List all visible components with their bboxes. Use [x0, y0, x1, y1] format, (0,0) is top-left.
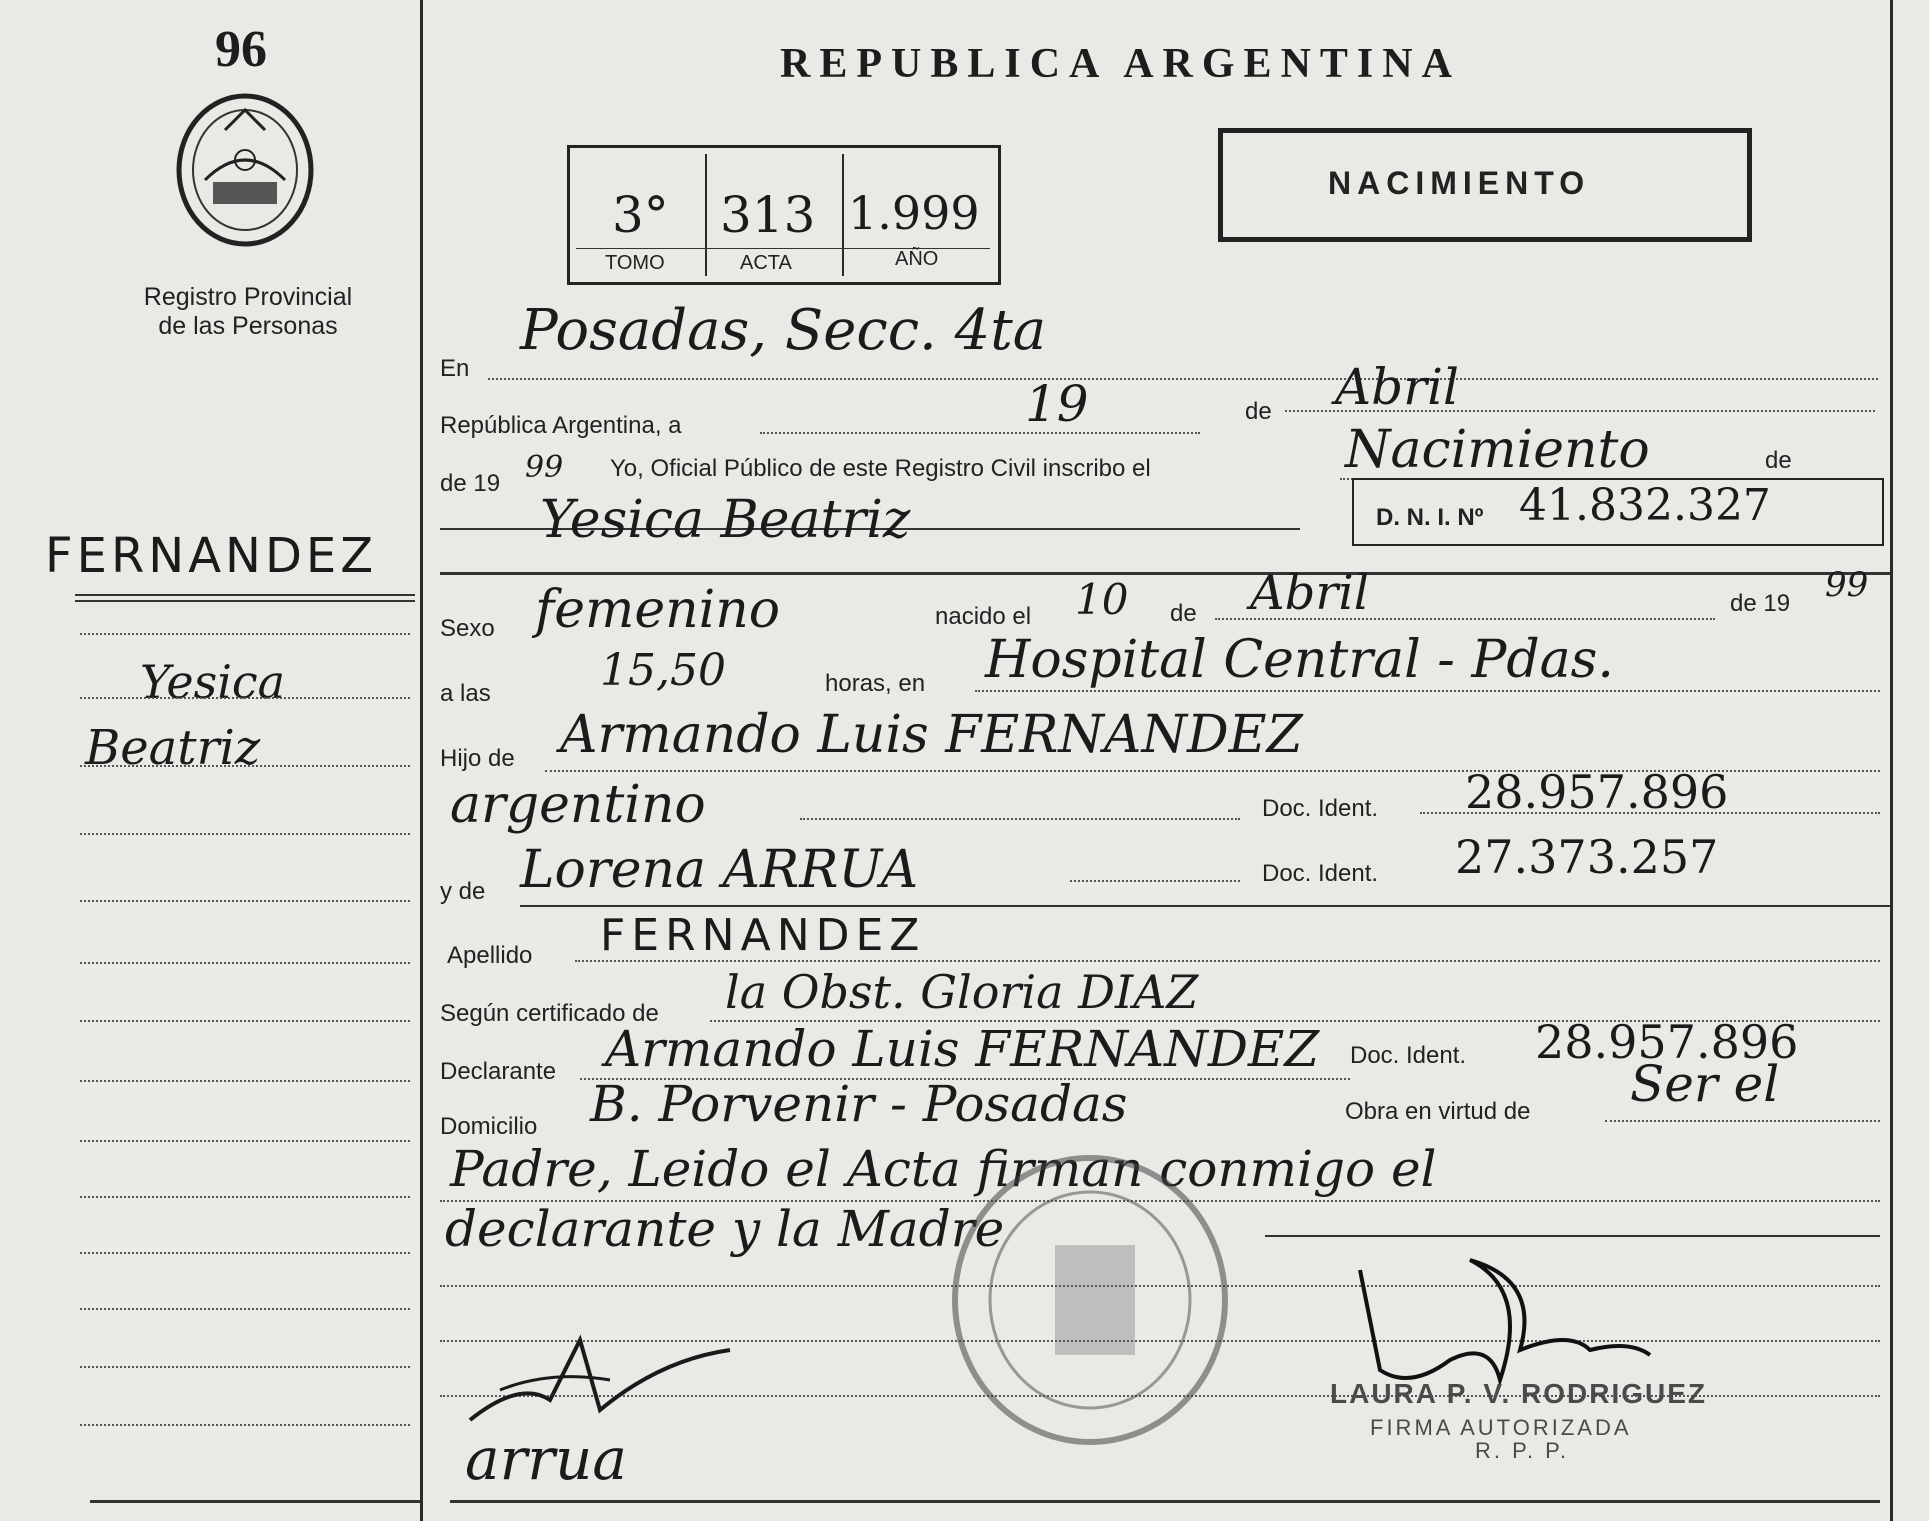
apellido-label: Apellido — [447, 942, 533, 969]
inscription-type: Nacimiento — [1345, 420, 1650, 480]
birth-place: Hospital Central - Pdas. — [985, 630, 1614, 690]
anio-value: 1.999 — [848, 186, 980, 240]
page-number: 96 — [215, 21, 267, 78]
officer-name: LAURA P. V. RODRIGUEZ — [1330, 1378, 1708, 1409]
continuation-line-1: Padre, Leido el Acta firman conmigo el — [450, 1140, 1437, 1198]
margin-underline-1 — [75, 594, 415, 596]
registry-line-2: de las Personas — [158, 312, 338, 340]
left-border — [420, 0, 423, 1521]
obra-label: Obra en virtud de — [1345, 1098, 1531, 1125]
margin-given-1: Yesica — [140, 655, 286, 709]
record-box — [567, 145, 1001, 285]
de-label: de — [1245, 398, 1272, 425]
father-doc: 28.957.896 — [1465, 765, 1729, 819]
child-name: Yesica Beatriz — [540, 490, 911, 550]
birth-time: 15,50 — [600, 645, 726, 696]
left-margin-column — [0, 0, 420, 1521]
republica-label: República Argentina, a — [440, 412, 682, 439]
mother-doc: 27.373.257 — [1455, 830, 1719, 884]
obra-value: Ser el — [1630, 1055, 1780, 1113]
birth-year: 99 — [1825, 565, 1869, 605]
de19-label-2: de 19 — [1730, 590, 1791, 617]
domicilio-label: Domicilio — [440, 1113, 538, 1140]
registry-line-1: Registro Provincial — [143, 283, 353, 311]
horas-label: horas, en — [825, 670, 926, 697]
yo-text: Yo, Oficial Público de este Registro Civil inscribo el — [610, 455, 1151, 482]
hijo-label: Hijo de — [440, 745, 515, 772]
margin-surname: FERNANDEZ — [45, 528, 378, 584]
registry-title — [118, 283, 378, 341]
tomo-value: 3° — [612, 186, 669, 244]
birth-month: Abril — [1250, 565, 1370, 621]
doc-ident-label-3: Doc. Ident. — [1350, 1042, 1467, 1069]
registration-year: 99 — [525, 450, 564, 485]
dni-label: D. N. I. Nº — [1376, 504, 1484, 531]
nacido-label: nacido el — [935, 603, 1032, 630]
declarante-doc: 28.957.896 — [1535, 1015, 1799, 1069]
declarante-name: Armando Luis FERNANDEZ — [605, 1020, 1320, 1078]
provincial-seal-icon — [165, 90, 325, 250]
mother-signature: arrua — [465, 1425, 627, 1493]
doc-ident-label-1: Doc. Ident. — [1262, 795, 1379, 822]
country-title: REPUBLICA ARGENTINA — [780, 41, 1461, 87]
mother-name: Lorena ARRUA — [520, 840, 919, 900]
birth-day: 10 — [1075, 575, 1129, 624]
acta-label: ACTA — [740, 252, 792, 274]
de19-label: de 19 — [440, 470, 501, 497]
tomo-label: TOMO — [605, 252, 665, 274]
margin-bottom-rule — [90, 1500, 420, 1503]
domicilio-value: B. Porvenir - Posadas — [590, 1075, 1128, 1133]
acta-value: 313 — [720, 186, 816, 244]
sex-value: femenino — [535, 580, 781, 640]
registration-day: 19 — [1025, 375, 1089, 433]
apellido-value: FERNANDEZ — [600, 910, 926, 961]
dni-box — [1352, 478, 1884, 546]
en-label: En — [440, 355, 470, 382]
registration-month: Abril — [1335, 358, 1459, 416]
sexo-label: Sexo — [440, 615, 495, 642]
segun-label: Según certificado de — [440, 1000, 659, 1027]
doc-type-box — [1218, 128, 1752, 242]
anio-label: AÑO — [895, 248, 939, 270]
doc-type-label: NACIMIENTO — [1328, 165, 1591, 201]
father-nationality: argentino — [450, 775, 706, 835]
continuation-line-2: declarante y la Madre — [445, 1200, 1005, 1258]
officer-title: FIRMA AUTORIZADA — [1370, 1415, 1632, 1440]
right-border — [1890, 0, 1893, 1521]
father-signature-icon — [460, 1320, 750, 1440]
certifier: la Obst. Gloria DIAZ — [725, 965, 1199, 1019]
de-end-label: de — [1765, 447, 1792, 474]
margin-given-2: Beatriz — [85, 720, 261, 776]
doc-ident-label-2: Doc. Ident. — [1262, 860, 1379, 887]
declarante-label: Declarante — [440, 1058, 557, 1085]
dni-value: 41.832.327 — [1519, 480, 1771, 531]
alas-label: a las — [440, 680, 491, 707]
yde-label: y de — [440, 878, 486, 905]
en-value: Posadas, Secc. 4ta — [520, 298, 1047, 363]
official-stamp-icon — [945, 1150, 1235, 1450]
margin-underline-2 — [75, 600, 415, 602]
de-label-2: de — [1170, 600, 1197, 627]
father-name: Armando Luis FERNANDEZ — [560, 705, 1303, 765]
officer-org: R. P. P. — [1475, 1438, 1570, 1463]
